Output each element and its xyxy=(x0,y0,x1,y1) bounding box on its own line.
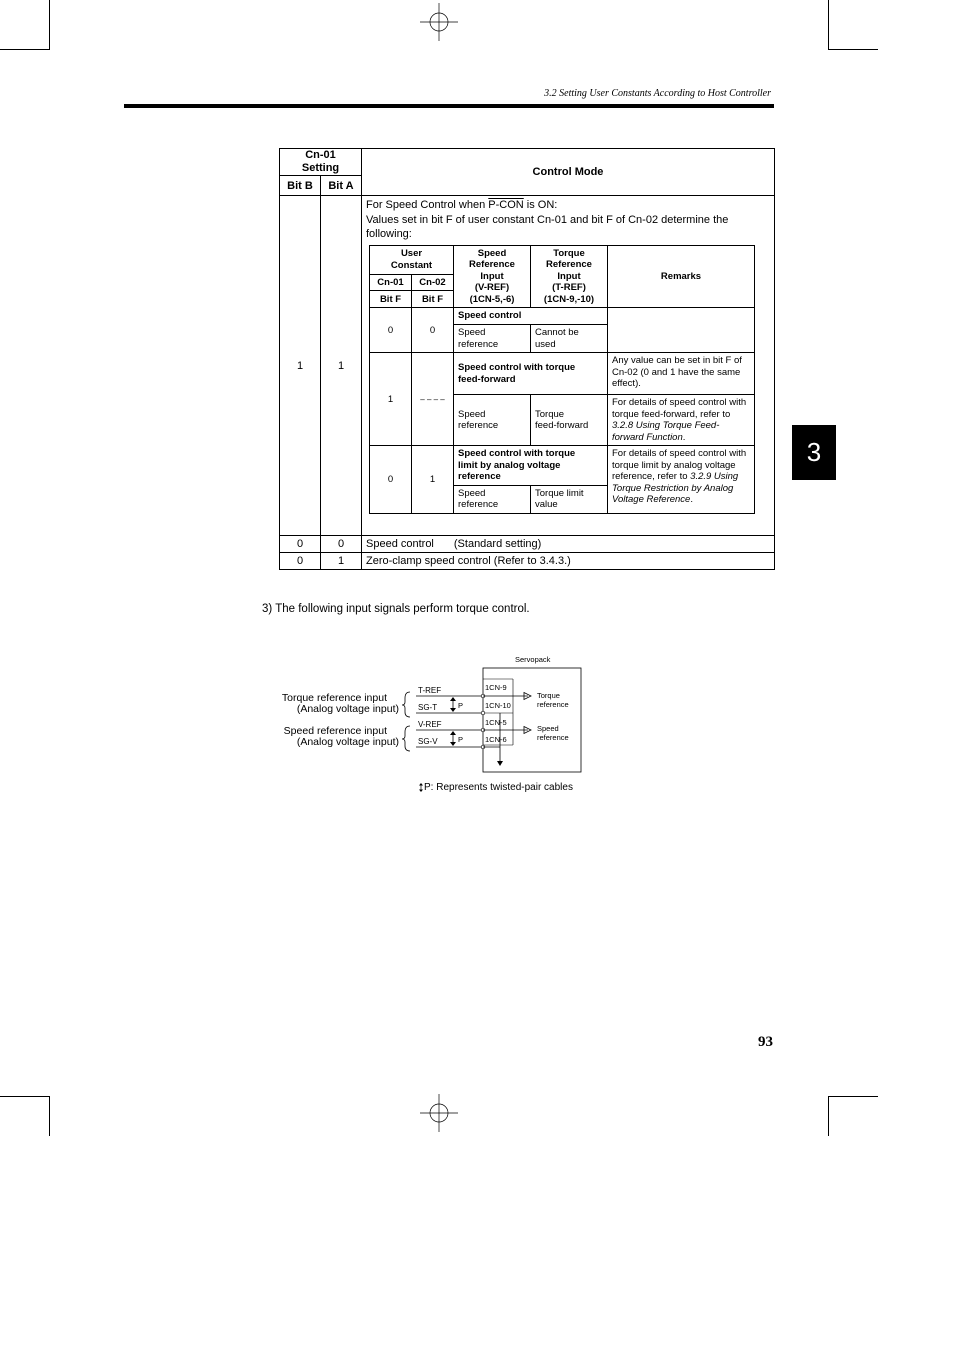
inner-h-remarks: Remarks xyxy=(608,245,755,308)
speed-input-sub: (Analog voltage input) xyxy=(296,736,399,748)
header-cn01-setting: Cn-01 Setting xyxy=(280,149,362,176)
header-bit-b: Bit B xyxy=(280,176,321,196)
row2-bit-a: 0 xyxy=(321,536,362,553)
wiring-diagram xyxy=(270,650,600,800)
p-con-signal: P-CON xyxy=(488,199,524,211)
r2-torque: Torque feed-forward xyxy=(531,395,608,446)
p-label-2: P xyxy=(458,735,464,744)
running-title: 3.2 Setting User Constants According to Host Controller xyxy=(544,88,771,99)
speed-input-label: Speed reference input xyxy=(283,725,387,737)
page-number: 93 xyxy=(758,1034,773,1050)
r3-torque: Torque limit value xyxy=(531,485,608,513)
sg-t-label: SG-T xyxy=(418,703,438,712)
r1-remarks xyxy=(608,308,755,353)
r3-remarks: For details of speed control with torque limit by analog voltage reference, refer to 3.2.9 Using Torque Restriction by Analog Voltage Reference. xyxy=(608,446,755,514)
inner-h-user-constant: User Constant xyxy=(370,245,454,274)
speed-ref-label: Speed xyxy=(537,724,559,733)
bit-f-table xyxy=(369,245,755,514)
row1-bit-b: 1 xyxy=(280,196,321,536)
r2-remarks-2: For details of speed control with torque feed-forward, refer to 3.2.8 Using Torque Feed-forward Function. xyxy=(608,395,755,446)
row2-mode: Speed control (Standard setting) xyxy=(362,536,775,553)
registration-mark-top xyxy=(420,3,460,43)
pin-1cn-9: 1CN-9 xyxy=(485,683,507,692)
r3-speed: Speed reference xyxy=(454,485,531,513)
sg-v-label: SG-V xyxy=(418,737,438,746)
inner-h-cn02: Cn-02 xyxy=(412,274,454,291)
registration-mark-bottom xyxy=(420,1094,460,1134)
control-mode-table xyxy=(279,148,775,570)
r2-cn01: 1 xyxy=(370,353,412,446)
chapter-tab: 3 xyxy=(792,425,836,480)
header-rule xyxy=(124,104,774,108)
r2-remarks-1: Any value can be set in bit F of Cn-02 (0 and 1 have the same effect). xyxy=(608,353,755,395)
header-bit-a: Bit A xyxy=(321,176,362,196)
r1-mode: Speed control xyxy=(454,308,608,325)
torque-input-sub: (Analog voltage input) xyxy=(296,703,399,715)
speed-ref-label-2: reference xyxy=(537,733,569,742)
r1-speed: Speed reference xyxy=(454,325,531,353)
speed-brace xyxy=(402,726,410,751)
r3-cn01: 0 xyxy=(370,446,412,514)
torque-ref-label: Torque xyxy=(537,691,560,700)
r1-torque: Cannot be used xyxy=(531,325,608,353)
legend-text: P: Represents twisted-pair cables xyxy=(424,782,573,793)
r2-cn02: – – – – xyxy=(412,353,454,446)
pin-1cn-10: 1CN-10 xyxy=(485,701,511,710)
torque-ref-label-2: reference xyxy=(537,700,569,709)
row1-bit-a: 1 xyxy=(321,196,362,536)
inner-h-speed-ref: Speed Reference Input (V-REF) (1CN-5,-6) xyxy=(454,245,531,308)
inner-h-cn01: Cn-01 xyxy=(370,274,412,291)
torque-input-label: Torque reference input xyxy=(281,692,387,704)
header-control-mode: Control Mode xyxy=(362,149,775,196)
r2-mode: Speed control with torque feed-forward xyxy=(454,353,608,395)
r3-mode: Speed control with torque limit by analog voltage reference xyxy=(454,446,608,486)
caption: 3) The following input signals perform torque control. xyxy=(262,603,530,615)
pin-1cn-6: 1CN-6 xyxy=(485,735,507,744)
p-label-1: P xyxy=(458,701,464,710)
t-ref-label: T-REF xyxy=(418,686,442,695)
pin-1cn-5: 1CN-5 xyxy=(485,718,507,727)
ground-arrow xyxy=(497,761,503,766)
inner-h-bitf-2: Bit F xyxy=(412,291,454,308)
torque-brace xyxy=(402,692,410,717)
inner-h-torque-ref: Torque Reference Input (T-REF) (1CN-9,-10) xyxy=(531,245,608,308)
row2-bit-b: 0 xyxy=(280,536,321,553)
row3-mode: Zero-clamp speed control (Refer to 3.4.3.) xyxy=(362,553,775,570)
r3-cn02: 1 xyxy=(412,446,454,514)
r2-speed: Speed reference xyxy=(454,395,531,446)
row1-control-mode xyxy=(362,196,775,536)
servopack-label: Servopack xyxy=(515,655,551,664)
v-ref-label: V-REF xyxy=(418,720,442,729)
row1-intro: For Speed Control when P-CON is ON: Values set in bit F of user constant Cn-01 and bit F of Cn-02 determine the following: xyxy=(366,199,729,240)
row3-bit-b: 0 xyxy=(280,553,321,570)
inner-h-bitf-1: Bit F xyxy=(370,291,412,308)
row3-bit-a: 1 xyxy=(321,553,362,570)
r1-cn01: 0 xyxy=(370,308,412,353)
r1-cn02: 0 xyxy=(412,308,454,353)
